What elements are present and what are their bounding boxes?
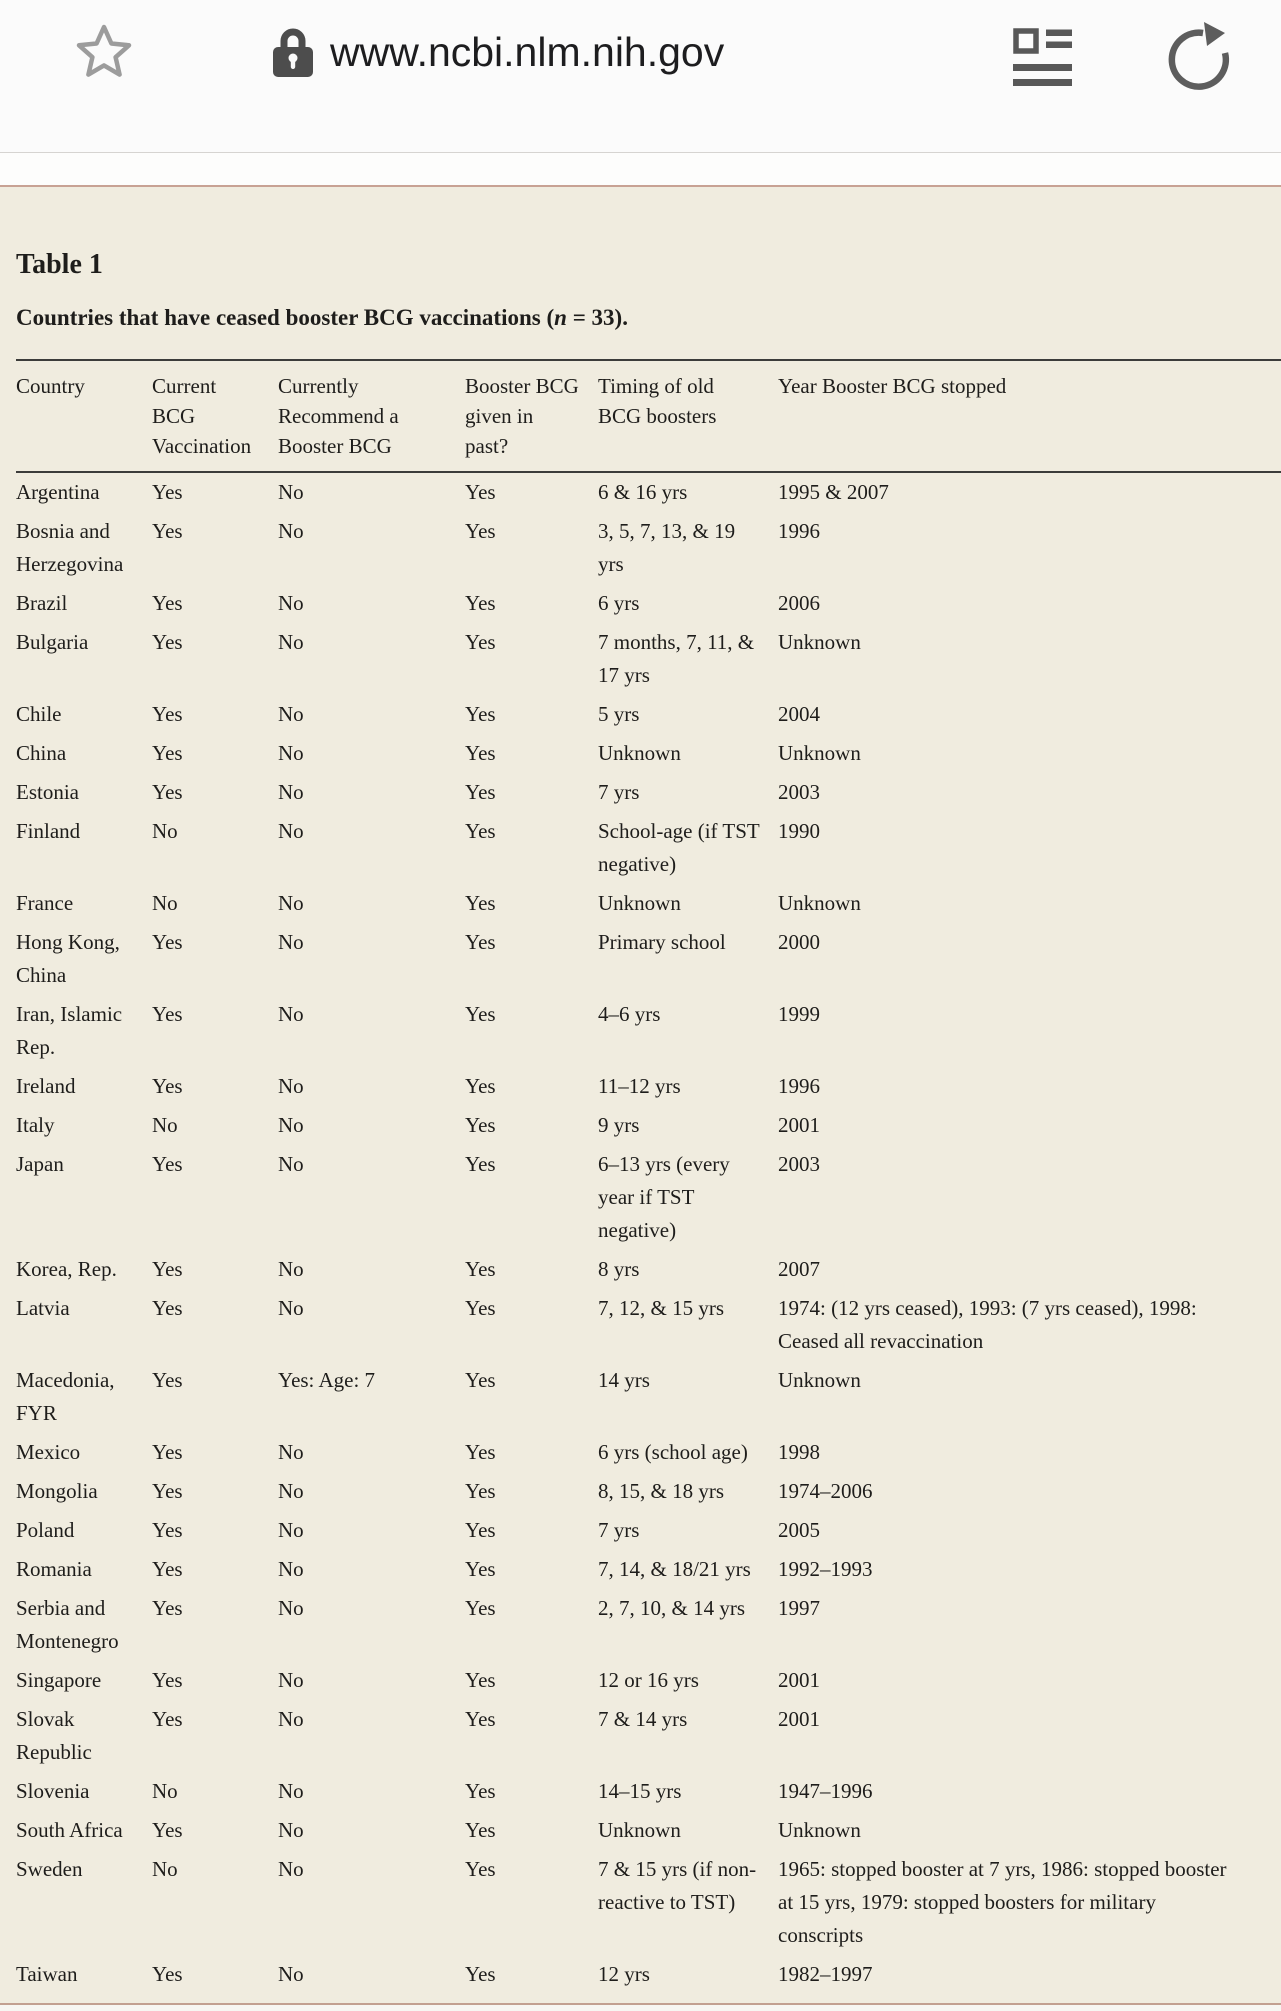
table-row — [16, 1106, 1281, 1145]
column-header: Year Booster BCG stopped — [778, 374, 1007, 398]
table-cell: Yes — [465, 891, 496, 915]
table-cell: 1990 — [778, 819, 820, 843]
table-row — [16, 1700, 1281, 1772]
table-cell: Yes — [465, 591, 496, 615]
table-cell: Primary school — [598, 930, 726, 954]
table-cell: 1965: stopped booster at 7 yrs, 1986: stopped booster at 15 yrs, 1979: stopped boosters for military conscripts — [778, 1857, 1227, 1947]
table-cell: Yes — [152, 1074, 183, 1098]
table-cell: Yes — [152, 1596, 183, 1620]
table-row — [16, 1850, 1281, 1955]
table-cell: 6–13 yrs (every year if TST negative) — [598, 1152, 730, 1242]
table-cell: Italy — [16, 1113, 55, 1137]
table-cell: Unknown — [778, 1368, 861, 1392]
bcg-table — [16, 359, 1281, 1994]
table-cell: 3, 5, 7, 13, & 19 yrs — [598, 519, 736, 576]
table-cell: 6 yrs — [598, 591, 640, 615]
column-header: Country — [16, 374, 85, 398]
table-cell: No — [278, 1707, 304, 1731]
table-cell: Latvia — [16, 1296, 70, 1320]
table-cell: 2003 — [778, 1152, 820, 1176]
table-cell: No — [278, 702, 304, 726]
table-cell: No — [278, 1152, 304, 1176]
table-cell: Yes — [465, 1002, 496, 1026]
table-row — [16, 1433, 1281, 1472]
column-header: Booster BCG given in past? — [465, 374, 579, 458]
table-cell: Bosnia and Herzegovina — [16, 519, 124, 576]
table-cell: 1947–1996 — [778, 1779, 873, 1803]
table-cell: Unknown — [778, 1818, 861, 1842]
table-cell: Finland — [16, 819, 81, 843]
table-cell: No — [278, 1668, 304, 1692]
table-cell: Yes — [465, 1440, 496, 1464]
table-cell: China — [16, 741, 67, 765]
table-cell: 1997 — [778, 1596, 820, 1620]
table-cell: Yes — [152, 1257, 183, 1281]
table-cell: South Africa — [16, 1818, 123, 1842]
table-cell: Poland — [16, 1518, 75, 1542]
table-cell: 7, 12, & 15 yrs — [598, 1296, 724, 1320]
table-cell: 1982–1997 — [778, 1962, 873, 1986]
table-cell: 14 yrs — [598, 1368, 650, 1392]
table-cell: Unknown — [598, 741, 681, 765]
table-cell: Yes — [465, 930, 496, 954]
table-cell: Macedonia, FYR — [16, 1368, 115, 1425]
table-cell: No — [278, 1440, 304, 1464]
table-cell: 7, 14, & 18/21 yrs — [598, 1557, 751, 1581]
table-cell: No — [278, 1518, 304, 1542]
table-cell: Estonia — [16, 780, 79, 804]
table-cell: Yes — [465, 519, 496, 543]
table-cell: Bulgaria — [16, 630, 89, 654]
table-cell: No — [278, 519, 304, 543]
table-cell: Argentina — [16, 480, 100, 504]
table-cell: 7 & 14 yrs — [598, 1707, 688, 1731]
table-cell: Yes — [152, 702, 183, 726]
table-row — [16, 623, 1281, 695]
column-header: Timing of old BCG boosters — [598, 374, 717, 428]
table-cell: 2001 — [778, 1113, 820, 1137]
table-cell: 2006 — [778, 591, 820, 615]
table-cell: 2004 — [778, 702, 820, 726]
bookmark-star-icon[interactable] — [72, 20, 136, 89]
table-row — [16, 512, 1281, 584]
table-cell: No — [278, 1857, 304, 1881]
below-content-strip — [0, 2005, 1281, 2011]
table-cell: No — [278, 480, 304, 504]
table-row — [16, 1550, 1281, 1589]
table-view-content — [0, 187, 1281, 2003]
table-cell: Hong Kong, China — [16, 930, 120, 987]
page-top-strip — [0, 153, 1281, 187]
table-cell: 14–15 yrs — [598, 1779, 682, 1803]
table-cell: 1995 & 2007 — [778, 480, 889, 504]
table-cell: Yes — [152, 1668, 183, 1692]
table-cell: Yes — [152, 1707, 183, 1731]
table-row — [16, 1472, 1281, 1511]
table-cell: Yes — [465, 630, 496, 654]
table-cell: Yes — [465, 819, 496, 843]
table-cell: 12 or 16 yrs — [598, 1668, 699, 1692]
table-cell: 9 yrs — [598, 1113, 640, 1137]
table-cell: No — [278, 1779, 304, 1803]
table-cell: Yes — [465, 1857, 496, 1881]
table-cell: Mongolia — [16, 1479, 98, 1503]
table-cell: Yes — [152, 930, 183, 954]
table-cell: No — [278, 1557, 304, 1581]
table-cell: Yes — [152, 519, 183, 543]
table-cell: No — [278, 819, 304, 843]
table-row — [16, 1511, 1281, 1550]
table-cell: Unknown — [598, 891, 681, 915]
table-cell: Yes — [152, 741, 183, 765]
table-row — [16, 695, 1281, 734]
table-cell: 2003 — [778, 780, 820, 804]
table-cell: Yes — [152, 1479, 183, 1503]
table-cell: Japan — [16, 1152, 64, 1176]
table-header-row — [16, 360, 1281, 472]
table-cell: Yes — [465, 1518, 496, 1542]
table-cell: 7 & 15 yrs (if non- reactive to TST) — [598, 1857, 757, 1914]
table-row — [16, 1811, 1281, 1850]
lock-icon — [272, 25, 314, 79]
table-cell: Unknown — [778, 891, 861, 915]
table-cell: No — [278, 1257, 304, 1281]
table-row — [16, 1772, 1281, 1811]
table-cell: Slovak Republic — [16, 1707, 92, 1764]
table-cell: France — [16, 891, 74, 915]
table-label: Table 1 — [16, 249, 103, 280]
column-header: Currently Recommend a Booster BCG — [278, 374, 399, 458]
table-cell: Unknown — [778, 630, 861, 654]
table-cell: 1992–1993 — [778, 1557, 873, 1581]
table-cell: No — [278, 930, 304, 954]
table-cell: Yes — [465, 1152, 496, 1176]
table-cell: No — [278, 1818, 304, 1842]
table-row — [16, 1250, 1281, 1289]
address-bar[interactable] — [272, 24, 724, 80]
table-cell: Yes — [152, 1818, 183, 1842]
table-cell: Yes — [465, 1479, 496, 1503]
table-cell: Iran, Islamic Rep. — [16, 1002, 123, 1059]
table-cell: Yes — [152, 1440, 183, 1464]
table-cell: Korea, Rep. — [16, 1257, 117, 1281]
table-row — [16, 1145, 1281, 1250]
table-cell: 1996 — [778, 1074, 820, 1098]
table-row — [16, 812, 1281, 884]
table-cell: Yes — [152, 780, 183, 804]
table-cell: Brazil — [16, 591, 68, 615]
table-cell: Yes — [465, 702, 496, 726]
table-cell: 2001 — [778, 1707, 820, 1731]
table-cell: 7 months, 7, 11, & 17 yrs — [598, 630, 755, 687]
table-cell: School-age (if TST negative) — [598, 819, 760, 876]
table-cell: No — [152, 1857, 178, 1881]
table-cell: Yes — [465, 1818, 496, 1842]
table-cell: 5 yrs — [598, 702, 640, 726]
table-cell: Yes — [465, 1368, 496, 1392]
table-cell: Yes — [465, 1557, 496, 1581]
table-cell: Yes — [465, 1596, 496, 1620]
table-cell: Yes — [152, 630, 183, 654]
table-cell: 1974–2006 — [778, 1479, 873, 1503]
table-row — [16, 584, 1281, 623]
table-cell: 7 yrs — [598, 780, 640, 804]
table-cell: 7 yrs — [598, 1518, 640, 1542]
table-cell: Mexico — [16, 1440, 81, 1464]
table-cell: Yes — [152, 1296, 183, 1320]
table-row — [16, 1589, 1281, 1661]
table-cell: No — [278, 1113, 304, 1137]
table-cell: Yes — [465, 1707, 496, 1731]
table-cell: Singapore — [16, 1668, 102, 1692]
table-cell: No — [278, 1479, 304, 1503]
caption-n-italic: n — [554, 305, 567, 330]
table-cell: Yes — [152, 1518, 183, 1542]
table-cell: No — [152, 891, 178, 915]
table-cell: Slovenia — [16, 1779, 90, 1803]
table-cell: 2007 — [778, 1257, 820, 1281]
column-header: Current BCG Vaccination — [152, 374, 252, 458]
table-cell: No — [278, 780, 304, 804]
table-cell: Yes — [465, 1074, 496, 1098]
table-cell: 11–12 yrs — [598, 1074, 681, 1098]
table-cell: Yes — [465, 1257, 496, 1281]
table-cell: Yes — [465, 480, 496, 504]
table-cell: No — [278, 891, 304, 915]
table-cell: No — [152, 1113, 178, 1137]
reader-mode-icon[interactable] — [1013, 28, 1073, 95]
table-cell: Unknown — [598, 1818, 681, 1842]
table-cell: Yes — [152, 480, 183, 504]
table-cell: Unknown — [778, 741, 861, 765]
table-cell: Yes — [152, 1002, 183, 1026]
table-row — [16, 734, 1281, 773]
table-cell: 2005 — [778, 1518, 820, 1542]
table-caption: Countries that have ceased booster BCG vaccinations (n = 33). — [16, 305, 628, 330]
table-cell: 2, 7, 10, & 14 yrs — [598, 1596, 745, 1620]
table-cell: 8, 15, & 18 yrs — [598, 1479, 724, 1503]
table-cell: 1996 — [778, 519, 820, 543]
table-cell: Taiwan — [16, 1962, 78, 1986]
table-cell: Yes — [152, 591, 183, 615]
table-cell: Yes — [465, 1962, 496, 1986]
table-cell: Ireland — [16, 1074, 76, 1098]
table-row — [16, 1067, 1281, 1106]
table-cell: Yes — [465, 1296, 496, 1320]
table-cell: 6 yrs (school age) — [598, 1440, 748, 1464]
table-row — [16, 1361, 1281, 1433]
table-cell: 2000 — [778, 930, 820, 954]
table-row — [16, 884, 1281, 923]
table-row — [16, 995, 1281, 1067]
table-cell: 8 yrs — [598, 1257, 640, 1281]
table-cell: Serbia and Montenegro — [16, 1596, 119, 1653]
table-cell: No — [278, 1296, 304, 1320]
table-cell: Yes: Age: 7 — [278, 1368, 376, 1392]
table-cell: No — [278, 1074, 304, 1098]
table-cell: Yes — [465, 741, 496, 765]
table-cell: No — [152, 819, 178, 843]
table-cell: Sweden — [16, 1857, 83, 1881]
table-cell: Yes — [152, 1557, 183, 1581]
url-text: www.ncbi.nlm.nih.gov — [330, 29, 725, 75]
table-cell: 4–6 yrs — [598, 1002, 661, 1026]
table-cell: No — [278, 1962, 304, 1986]
table-cell: 1974: (12 yrs ceased), 1993: (7 yrs ceased), 1998: Ceased all revaccination — [778, 1296, 1197, 1353]
table-cell: Yes — [465, 1779, 496, 1803]
table-row — [16, 472, 1281, 512]
table-cell: 1998 — [778, 1440, 820, 1464]
table-cell: Yes — [465, 1668, 496, 1692]
table-cell: Chile — [16, 702, 62, 726]
table-cell: No — [278, 591, 304, 615]
table-cell: 2001 — [778, 1668, 820, 1692]
table-cell: Yes — [465, 1113, 496, 1137]
table-cell: No — [278, 1002, 304, 1026]
table-cell: No — [152, 1779, 178, 1803]
table-cell: Romania — [16, 1557, 92, 1581]
refresh-icon[interactable] — [1165, 22, 1231, 97]
table-cell: Yes — [152, 1962, 183, 1986]
table-cell: No — [278, 630, 304, 654]
table-row — [16, 1955, 1281, 1994]
table-cell: No — [278, 1596, 304, 1620]
table-cell: Yes — [152, 1152, 183, 1176]
table-row — [16, 773, 1281, 812]
table-cell: Yes — [465, 780, 496, 804]
table-row — [16, 923, 1281, 995]
table-cell: 6 & 16 yrs — [598, 480, 688, 504]
table-cell: 1999 — [778, 1002, 820, 1026]
table-body — [16, 472, 1281, 1994]
table-cell: Yes — [152, 1368, 183, 1392]
browser-bar — [0, 0, 1281, 153]
table-row — [16, 1289, 1281, 1361]
table-row — [16, 1661, 1281, 1700]
table-cell: No — [278, 741, 304, 765]
table-cell: 12 yrs — [598, 1962, 650, 1986]
